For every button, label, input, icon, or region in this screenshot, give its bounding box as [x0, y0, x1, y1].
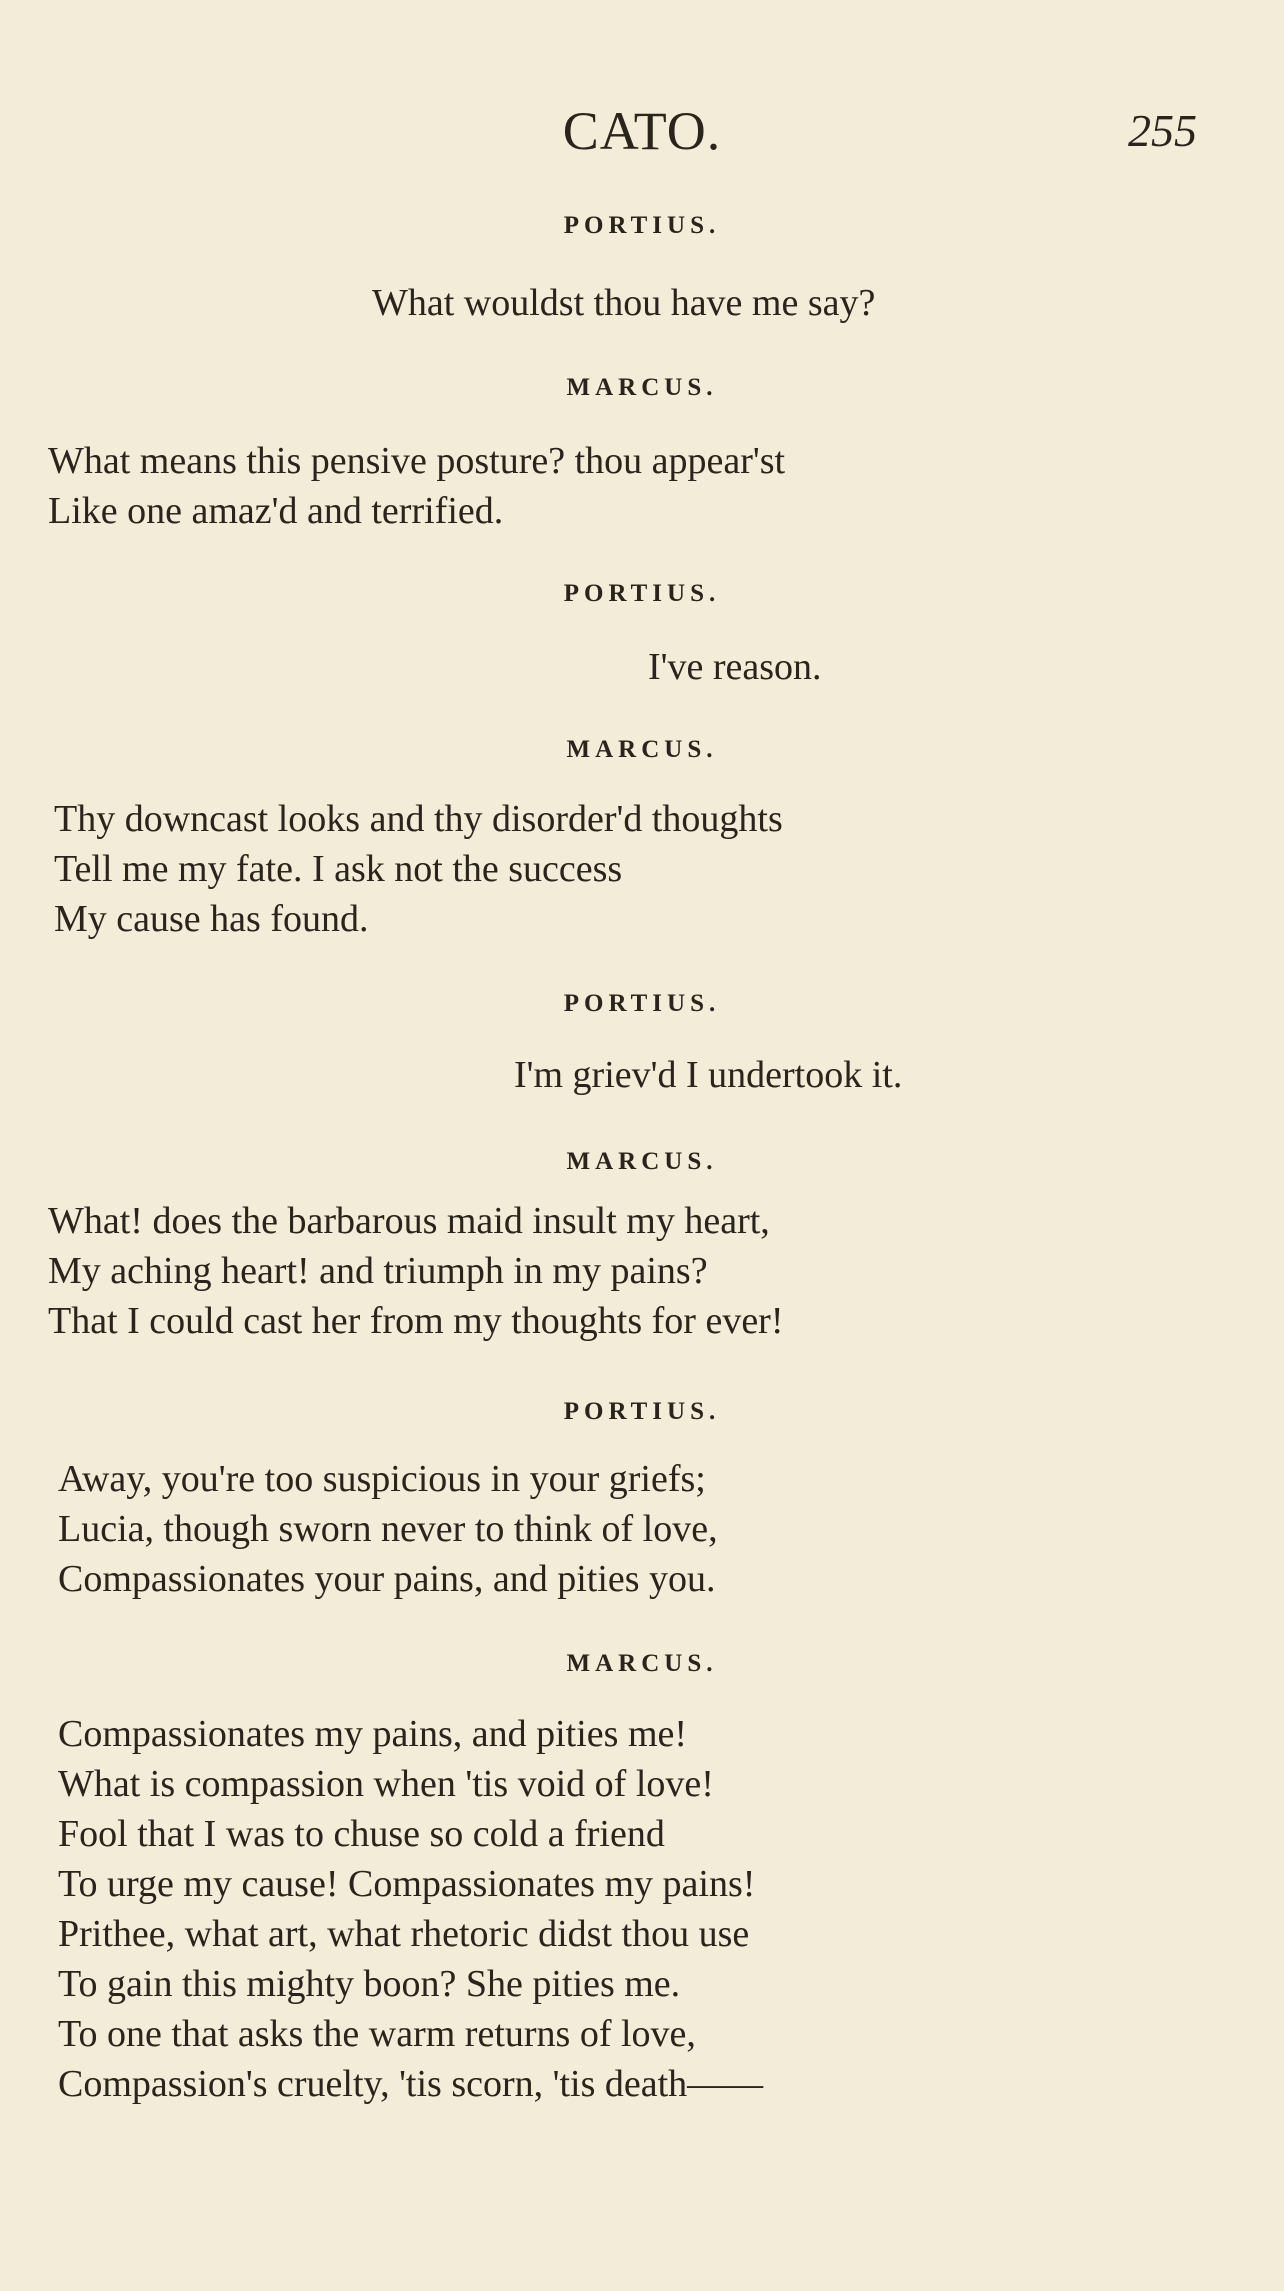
verse-line: What is compassion when 'tis void of love!: [58, 1763, 714, 1805]
verse-line: To urge my cause! Compassionates my pains!: [58, 1863, 756, 1905]
speech-lines: [372, 278, 875, 328]
speech-lines: [48, 436, 785, 536]
speaker-heading: MARCUS.: [566, 1148, 718, 1175]
speaker-heading: MARCUS.: [566, 374, 718, 401]
speaker-heading: PORTIUS.: [563, 212, 721, 239]
speaker-heading: MARCUS.: [566, 1650, 718, 1677]
verse-line: Compassion's cruelty, 'tis scorn, 'tis death——: [58, 2063, 764, 2105]
verse-line: Prithee, what art, what rhetoric didst thou use: [58, 1913, 750, 1955]
speech-lines: [58, 1709, 763, 2109]
verse-line: Lucia, though sworn never to think of love,: [58, 1508, 718, 1550]
speaker-heading: PORTIUS.: [563, 990, 721, 1017]
speaker-heading: PORTIUS.: [563, 1398, 721, 1425]
speaker-heading: MARCUS.: [566, 736, 718, 763]
verse-line: Like one amaz'd and terrified.: [48, 490, 504, 532]
verse-line: That I could cast her from my thoughts for ever!: [48, 1300, 784, 1342]
verse-line: I'm griev'd I undertook it.: [514, 1054, 903, 1096]
verse-line: Compassionates your pains, and pities you.: [58, 1558, 716, 1600]
running-title: CATO.: [562, 101, 722, 161]
speech-lines: [514, 1050, 902, 1100]
verse-line: I've reason.: [648, 646, 822, 688]
verse-line: My cause has found.: [54, 898, 369, 940]
speech-lines: [48, 1196, 784, 1346]
verse-line: What means this pensive posture? thou appear'st: [48, 440, 786, 482]
verse-line: Fool that I was to chuse so cold a friend: [58, 1813, 665, 1855]
verse-line: Tell me my fate. I ask not the success: [54, 848, 623, 890]
verse-line: My aching heart! and triumph in my pains?: [48, 1250, 708, 1292]
verse-line: To gain this mighty boon? She pities me.: [58, 1963, 681, 2005]
verse-line: To one that asks the warm returns of love,: [58, 2013, 696, 2055]
speaker-heading: PORTIUS.: [563, 580, 721, 607]
verse-line: What wouldst thou have me say?: [372, 282, 876, 324]
page-number: 255: [1128, 105, 1197, 156]
verse-line: What! does the barbarous maid insult my heart,: [48, 1200, 770, 1242]
verse-line: Away, you're too suspicious in your griefs;: [58, 1458, 706, 1500]
verse-line: Compassionates my pains, and pities me!: [58, 1713, 688, 1755]
speech-lines: [58, 1454, 718, 1604]
verse-line: Thy downcast looks and thy disorder'd thoughts: [54, 798, 783, 840]
speech-lines: [648, 642, 822, 692]
speech-lines: [54, 794, 783, 944]
